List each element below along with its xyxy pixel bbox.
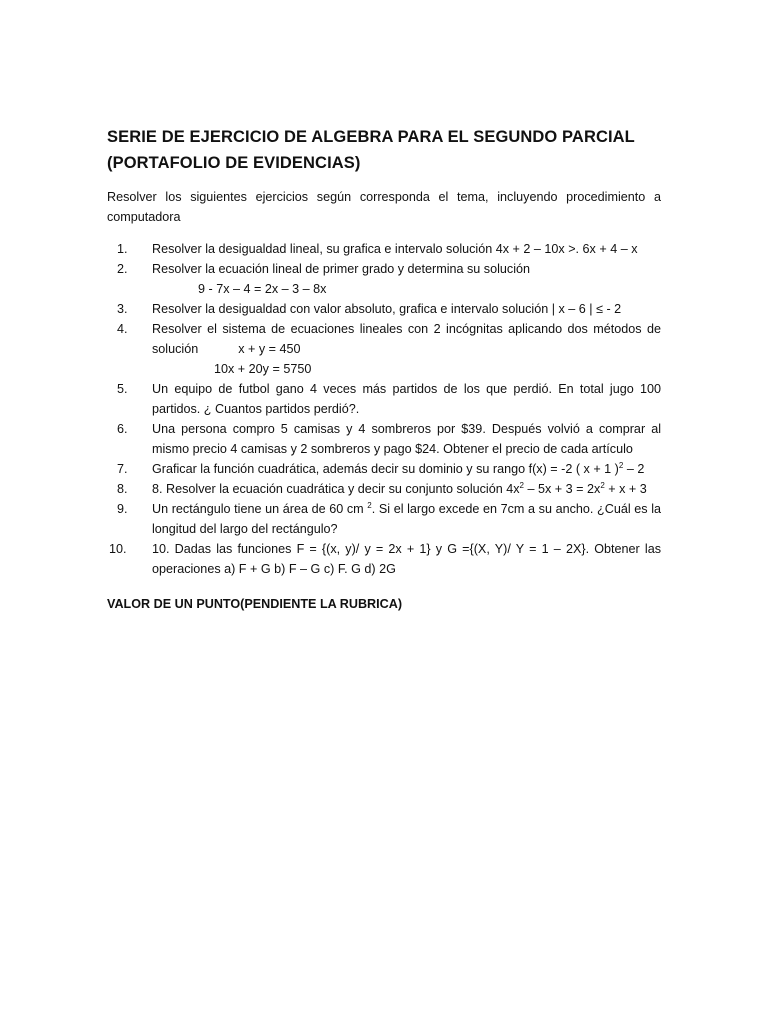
item-text: Graficar la función cuadrática, además decir su dominio y su rango f(x) = -2 ( x + 1 ) [152, 462, 619, 476]
item-text: 10. Dadas las funciones F = {(x, y)/ y = 2x + 1} y G ={(X, Y)/ Y = 1 – 2X}. Obtener las operaciones a) F + G b) F – G c) F. G d) 2G [152, 542, 661, 576]
item-text: Resolver la desigualdad lineal, su grafica e intervalo solución 4x + 2 – 10x >. 6x + 4 – x [152, 242, 638, 256]
exercise-item-5 [107, 379, 661, 419]
item-text-tail: . Si el largo excede en 7cm a su ancho. ¿Cuál es la longitud del largo del rectángulo? [152, 502, 662, 536]
item-text: 8. Resolver la ecuación cuadrática y decir su conjunto solución 4x [152, 482, 520, 496]
item-equation: 9 - 7x – 4 = 2x – 3 – 8x [198, 282, 327, 296]
item-number: 9. [117, 502, 128, 516]
system-equation-1: x + y = 450 [238, 342, 301, 356]
exponent: 2 [618, 460, 624, 470]
item-number: 7. [117, 462, 128, 476]
item-text-continued: solución [152, 342, 199, 356]
exercise-item-4 [107, 319, 661, 379]
instructions-paragraph: Resolver los siguientes ejercicios según corresponda el tema, incluyendo procedimiento a computadora [107, 190, 661, 224]
exercise-item-8 [107, 479, 661, 499]
document-title: SERIE DE EJERCICIO DE ALGEBRA PARA EL SEGUNDO PARCIAL (PORTAFOLIO DE EVIDENCIAS) [107, 128, 635, 172]
exercise-item-6 [107, 419, 661, 459]
exercise-item-7 [107, 459, 661, 479]
exercise-item-9 [107, 499, 661, 539]
exponent: 2 [519, 480, 524, 490]
item-number: 2. [117, 262, 128, 276]
item-text: Un rectángulo tiene un área de 60 cm [152, 502, 368, 516]
exercise-item-2 [107, 259, 661, 299]
item-text-tail: – 2 [623, 462, 645, 476]
item-number: 8. [117, 482, 128, 496]
item-number: 10. [109, 542, 127, 556]
item-text: Resolver la ecuación lineal de primer grado y determina su solución [152, 262, 531, 276]
item-number: 3. [117, 302, 128, 316]
item-number: 6. [117, 422, 128, 436]
system-equation-2: 10x + 20y = 5750 [214, 362, 312, 376]
exponent: 2 [600, 480, 605, 490]
exercise-item-10 [107, 539, 661, 579]
exercise-list [107, 239, 661, 579]
item-text: Un equipo de futbol gano 4 veces más partidos de los que perdió. En total jugo 100 partidos. ¿ Cuantos partidos perdió?. [152, 382, 661, 416]
item-number: 1. [117, 242, 128, 256]
item-text: Una persona compro 5 camisas y 4 sombreros por $39. Después volvió a comprar al mismo precio 4 camisas y 2 sombreros y pago $24. Obtener el precio de cada artículo [152, 422, 661, 456]
item-number: 5. [117, 382, 128, 396]
item-text: Resolver el sistema de ecuaciones lineales con 2 incógnitas aplicando dos métodos de [152, 322, 661, 336]
exercise-item-3 [107, 299, 661, 319]
item-text-middle: – 5x + 3 = 2x [523, 482, 601, 496]
item-text: Resolver la desigualdad con valor absoluto, grafica e intervalo solución | x – 6 | ≤ - 2 [152, 302, 622, 316]
footer-note: VALOR DE UN PUNTO(PENDIENTE LA RUBRICA) [107, 597, 403, 611]
item-number: 4. [117, 322, 128, 336]
exponent: 2 [367, 500, 372, 510]
exercise-item-1 [107, 239, 661, 259]
item-text-tail: + x + 3 [604, 482, 647, 496]
